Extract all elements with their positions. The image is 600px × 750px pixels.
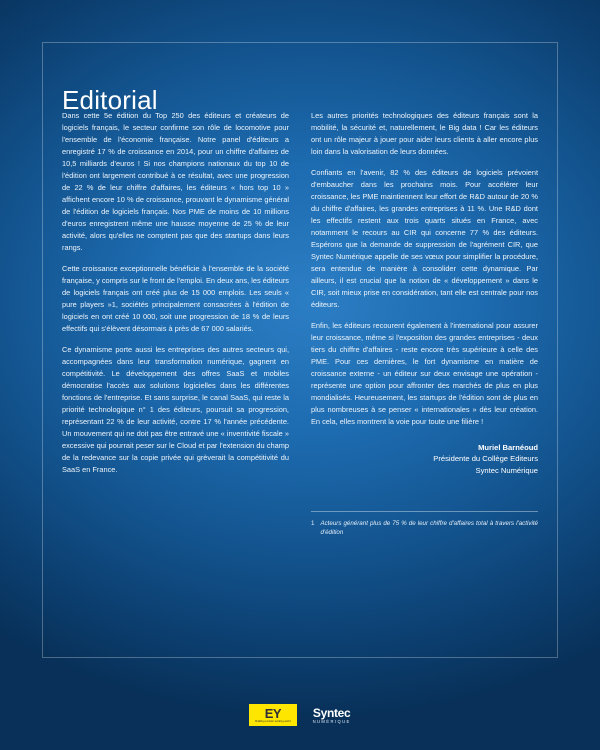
paragraph: Cette croissance exceptionnelle bénéficie à l'ensemble de la société française, y compris sur le front de l'emploi. En deux ans, les éditeurs de logiciels français ont créé plus de 15 000 emplois. Les seuls « pure players »1, sociétés principalement consacrées à l'édition de logiciels en ont créé 10 000, soit une progression de 18 % de leurs effectifs qui s'élèvent désormais à près de 67 000 salariés. bbox=[62, 263, 289, 333]
paragraph: Ce dynamisme porte aussi les entreprises des autres secteurs qui, accompagnées dans leur transformation numérique, gagnent en compétitivité. Le développement des offres SaaS et mobiles démocratise l'accès aux solutions logicielles dans les différentes fonctions de l'entreprise. Et sans surprise, le canal SaaS, qui reste la priorité technologique n° 1 des éditeurs, poursuit sa progression, représentant 22 % de leur activité, contre 17 % l'année précédente. Un mouvement qui ne doit pas être entravé une « inventivité fiscale » excessive qui pourrait peser sur le Cloud et par l'extension du champ de la redevance sur la copie privée qui grèverait la compétitivité du SaaS en France. bbox=[62, 344, 289, 474]
signature-block bbox=[311, 442, 538, 477]
paragraph: Enfin, les éditeurs recourent également à l'international pour assurer leur croissance, même si l'exposition des grandes entreprises - deux tiers du chiffre d'affaires - reste encore très supérieure à celle des PME. Pour ces dernières, le fort dynamisme en matière de croissance externe - un éditeur sur deux envisage une opération - représente une option pour affronter des marchés de plus en plus mondialisés. Heureusement, les startups de l'édition sont de plus en plus nombreuses à se penser « internationales » dès leur création. En cela, elles montrent la voie pour toute une filière ! bbox=[311, 320, 538, 426]
paragraph: Dans cette 5e édition du Top 250 des éditeurs et créateurs de logiciels français, le secteur confirme son rôle de locomotive pour l'ensemble de l'économie française. Notre panel d'éditeurs a enregistré 17 % de croissance en 2014, pour un chiffre d'affaires de 10,5 milliards d'euros ! Si nos champions nationaux du top 10 de l'édition ont largement contribué à ce résultat, avec une progression de 22 % de leur chiffre d'affaires, les éditeurs « hors top 10 » affichent encore 10 % de croissance, prouvant le dynamisme général de l'édition de logiciels français. Nos PME de moins de 10 millions d'euros enregistrent même une hausse moyenne de 25 % de leur activité, alors qu'elles ne comptent pas que des startups dans leurs rangs. bbox=[62, 111, 289, 252]
ey-logo-tagline: Building a better working world bbox=[255, 720, 291, 724]
signature-organization: Syntec Numérique bbox=[475, 466, 538, 476]
signature-role: Présidente du Collège Editeurs bbox=[433, 454, 538, 464]
page-title: Editorial bbox=[62, 85, 158, 116]
footnote-number: 1 bbox=[311, 519, 315, 527]
ey-logo-mark: EY bbox=[264, 706, 282, 722]
ey-logo bbox=[249, 704, 296, 726]
editorial-columns bbox=[62, 110, 538, 538]
left-column bbox=[62, 110, 289, 538]
syntec-logo-mark: Syntec bbox=[312, 705, 351, 720]
paragraph: Confiants en l'avenir, 82 % des éditeurs de logiciels prévoient d'embaucher dans les prochains mois. Pour accélérer leur croissance, les PME maintiennent leur effort de R&D autour de 20 % du chiffre d'affaires, les grandes entreprises à 11 %. Une R&D dont les effectifs restent aux trois quarts situés en France, avec notamment le recours au CIR qui concerne 77 % des éditeurs. Espérons que la demande de suppression de l'agrément CIR, que Syntec Numérique appelle de ses vœux pour simplifier la procédure, sera entendue de manière à consolider cette dynamique. Par ailleurs, il est crucial que la notion de « développement » dans le CIR, soit mieux prise en considération, tant elle est centrale pour nos éditeurs. bbox=[311, 167, 538, 309]
paragraph: Les autres priorités technologiques des éditeurs français sont la mobilité, la sécurité et, naturellement, le Big data ! Car les éditeurs ont un rôle majeur à jouer pour aider leurs clients à aller encore plus loin dans la valorisation de leurs données. bbox=[311, 111, 538, 156]
footer-logos bbox=[0, 704, 600, 726]
syntec-logo-sub: NUMÉRIQUE bbox=[312, 718, 351, 724]
footnote bbox=[311, 511, 538, 538]
syntec-logo bbox=[313, 707, 351, 724]
footnote-text: Acteurs générant plus de 75 % de leur chiffre d'affaires total à travers l'activité d'édition bbox=[320, 519, 538, 537]
right-column bbox=[311, 110, 538, 538]
signature-name: Muriel Barnéoud bbox=[478, 442, 538, 452]
